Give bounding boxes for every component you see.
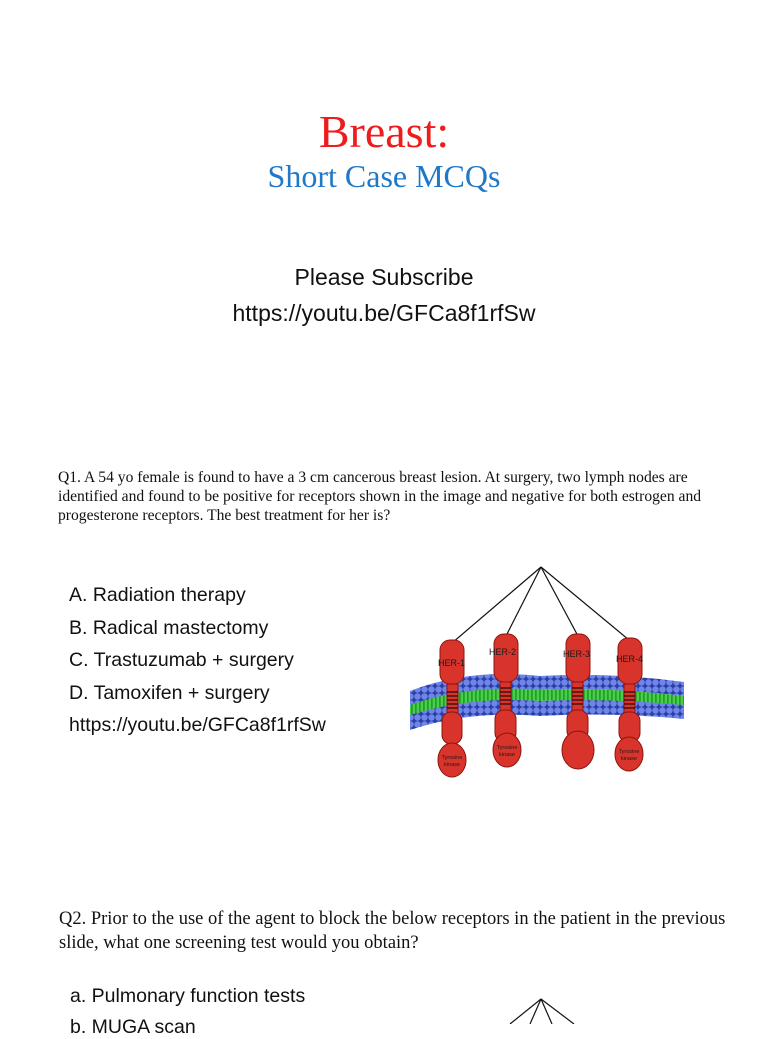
her-1-kinase-label-1: Tyrosine: [441, 755, 463, 761]
page-title: Breast:: [318, 106, 450, 157]
tether-lines: [452, 567, 629, 643]
her-4-label: HER-4: [616, 654, 644, 664]
q1-option-a[interactable]: A. Radiation therapy: [69, 584, 246, 606]
q1-link[interactable]: https://youtu.be/GFCa8f1rfSw: [69, 714, 326, 736]
her-4-kinase-label-1: Tyrosine: [618, 749, 640, 755]
question-2-text: Q2. Prior to the use of the agent to block the below receptors in the patient in the previous slide, what one screening test would you obtain?: [59, 909, 726, 953]
her-2-kinase-label-1: Tyrosine: [496, 745, 518, 751]
her-3-label: HER-3: [563, 649, 591, 659]
q1-option-d[interactable]: D. Tamoxifen + surgery: [69, 682, 270, 704]
subscribe-text: Please Subscribe: [294, 264, 474, 290]
subscribe-link[interactable]: https://youtu.be/GFCa8f1rfSw: [232, 300, 536, 326]
her-1-kinase-label-2: kinase: [444, 762, 460, 768]
her-4-kinase-label-2: kinase: [621, 756, 637, 762]
question-1-text: Q1. A 54 yo female is found to have a 3 cm cancerous breast lesion. At surgery, two lymph nodes are identified and found to be positive for receptors shown in the image and negative for both estrogen and progesterone receptors. The best treatment for her is?: [58, 469, 702, 524]
q1-option-b[interactable]: B. Radical mastectomy: [69, 617, 269, 639]
q2-option-b[interactable]: b. MUGA scan: [70, 1016, 196, 1038]
q2-option-a[interactable]: a. Pulmonary function tests: [70, 985, 306, 1007]
her-2-label: HER-2: [489, 647, 517, 657]
page-subtitle: Short Case MCQs: [267, 158, 501, 194]
her-receptor-diagram: [400, 560, 700, 790]
her-1-label: HER-1: [438, 658, 466, 668]
q1-option-c[interactable]: C. Trastuzumab + surgery: [69, 649, 294, 671]
her-receptor-diagram-2: [500, 996, 590, 1024]
her-2-kinase-label-2: kinase: [499, 752, 515, 758]
